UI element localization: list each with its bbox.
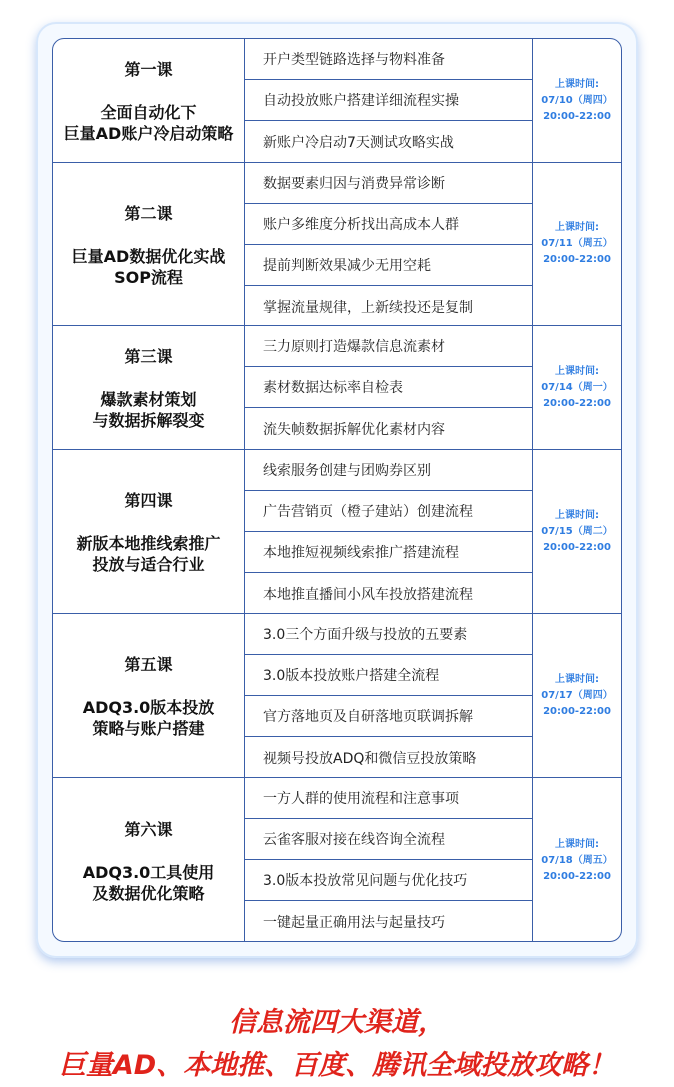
lesson-row	[53, 39, 621, 163]
lesson-topics	[245, 614, 533, 777]
lesson-time-cell	[533, 163, 621, 325]
topic-item: 掌握流量规律，上新续投还是复制	[263, 299, 473, 316]
topic-item: 新账户冷启动7天测试攻略实战	[263, 134, 454, 151]
time-label: 上课时间:	[555, 222, 599, 233]
lesson-name: 巨量AD数据优化实战 SOP流程	[71, 246, 226, 287]
lesson-name: 全面自动化下 巨量AD账户冷启动策略	[63, 103, 234, 143]
lesson-topics	[245, 39, 533, 162]
lesson-name: 爆款素材策划 与数据拆解裂变	[92, 390, 205, 430]
time-hours: 20:00-22:00	[543, 705, 611, 717]
lesson-topics	[245, 326, 533, 449]
topic-item: 提前判断效果减少无用空耗	[245, 245, 532, 286]
time-label: 上课时间:	[555, 838, 599, 850]
topic-item: 云雀客服对接在线咨询全流程	[245, 819, 532, 860]
topic-item: 本地推短视频线索推广搭建流程	[245, 532, 532, 573]
lesson-title-cell	[53, 614, 245, 777]
topic-item: 线索服务创建与团购券区别	[245, 450, 532, 491]
topic-item: 3.0三个方面升级与投放的五要素	[245, 614, 532, 655]
topic-item: 一键起量正确用法与起量技巧	[263, 914, 445, 931]
time-date: 07/14（周一）	[541, 381, 613, 393]
topic-item: 官方落地页及自研落地页联调拆解	[245, 696, 532, 737]
lesson-title-cell	[53, 778, 245, 942]
lesson-topics	[245, 163, 533, 325]
lesson-row	[53, 163, 621, 326]
lesson-number: 第二课	[124, 203, 173, 223]
lesson-number: 第六课	[124, 820, 173, 839]
topic-item: 3.0版本投放账户搭建全流程	[245, 655, 532, 696]
time-label: 上课时间:	[555, 365, 599, 377]
slogan-line-1: 信息流四大渠道，	[229, 1007, 445, 1038]
time-hours: 20:00-22:00	[543, 397, 611, 409]
topic-item: 数据要素归因与消费异常诊断	[245, 163, 532, 204]
topic-item: 账户多维度分析找出高成本人群	[245, 204, 532, 245]
time-date: 07/10（周四）	[541, 94, 613, 106]
time-hours: 20:00-22:00	[543, 870, 611, 882]
lesson-row	[53, 614, 621, 778]
lesson-name: ADQ3.0版本投放 策略与账户搭建	[82, 698, 215, 738]
lesson-title-cell	[53, 39, 245, 162]
time-date: 07/15（周二）	[541, 525, 613, 537]
time-date: 07/11（周五）	[541, 238, 613, 249]
lesson-name: ADQ3.0工具使用 及数据优化策略	[82, 863, 215, 903]
lesson-number: 第四课	[124, 491, 173, 510]
lesson-topics	[245, 778, 533, 942]
time-hours: 20:00-22:00	[543, 254, 611, 265]
lesson-name: 新版本地推线索推广 投放与适合行业	[76, 534, 221, 574]
lesson-number: 第三课	[124, 347, 173, 366]
lesson-time-cell	[533, 39, 621, 162]
lesson-title-cell	[53, 326, 245, 449]
lesson-row	[53, 778, 621, 942]
lesson-topics	[245, 450, 533, 613]
topic-item: 视频号投放ADQ和微信豆投放策略	[263, 750, 477, 767]
topic-item: 3.0版本投放常见问题与优化技巧	[245, 860, 532, 901]
lesson-time-cell	[533, 326, 621, 449]
topic-item: 一方人群的使用流程和注意事项	[245, 778, 532, 819]
topic-item: 素材数据达标率自检表	[245, 367, 532, 408]
topic-item: 本地推直播间小风车投放搭建流程	[263, 586, 473, 603]
lesson-time-cell	[533, 614, 621, 777]
time-label: 上课时间:	[555, 509, 599, 521]
topic-item: 流失帧数据拆解优化素材内容	[263, 421, 445, 438]
lesson-title-cell	[53, 163, 245, 325]
topic-item: 广告营销页（橙子建站）创建流程	[245, 491, 532, 532]
time-date: 07/18（周五）	[541, 854, 613, 866]
time-label: 上课时间:	[555, 78, 599, 90]
time-hours: 20:00-22:00	[543, 541, 611, 553]
topic-item: 自动投放账户搭建详细流程实操	[245, 80, 532, 121]
lesson-row	[53, 326, 621, 450]
lesson-title-cell	[53, 450, 245, 613]
time-date: 07/17（周四）	[541, 689, 613, 701]
lesson-row	[53, 450, 621, 614]
lesson-number: 第一课	[124, 60, 173, 79]
time-hours: 20:00-22:00	[543, 110, 611, 122]
lesson-time-cell	[533, 450, 621, 613]
lesson-time-cell	[533, 778, 621, 942]
time-label: 上课时间:	[555, 673, 599, 685]
course-schedule-table	[52, 38, 622, 942]
topic-item: 开户类型链路选择与物料准备	[245, 39, 532, 80]
slogan-line-2: 巨量AD、本地推、百度、腾讯全域投放攻略！	[58, 1050, 616, 1081]
topic-item: 三力原则打造爆款信息流素材	[245, 326, 532, 367]
lesson-number: 第五课	[124, 655, 173, 674]
